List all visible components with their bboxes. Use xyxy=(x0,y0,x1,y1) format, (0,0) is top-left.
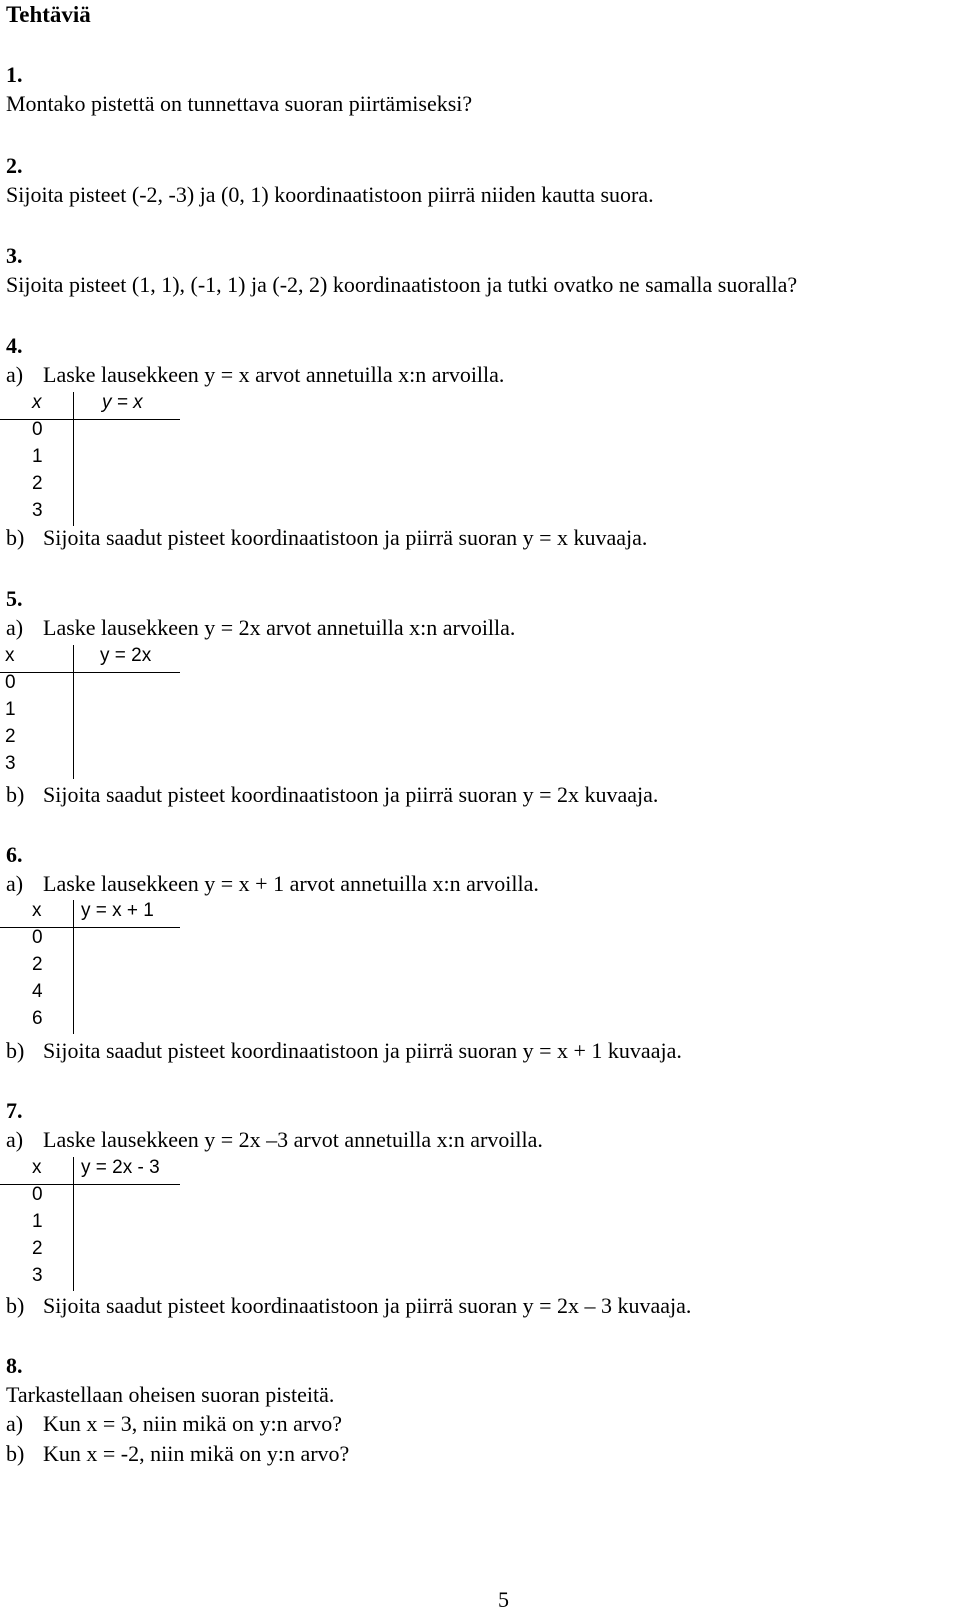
task-5-part-a xyxy=(6,615,515,641)
table-x-value: 2 xyxy=(32,954,43,975)
task-7-b-text: Sijoita saadut pisteet koordinaatistoon ja piirrä suoran y = 2x – 3 kuvaaja. xyxy=(43,1293,692,1318)
task-8-b-label: b) xyxy=(6,1441,25,1466)
task-2-text: Sijoita pisteet (-2, -3) ja (0, 1) koordinaatistoon piirrä niiden kautta suora. xyxy=(6,182,654,207)
task-8-b-text: Kun x = -2, niin mikä on y:n arvo? xyxy=(43,1441,350,1466)
table-x-value: 3 xyxy=(32,500,43,521)
task-7-part-b xyxy=(6,1293,691,1319)
task-5-b-text: Sijoita saadut pisteet koordinaatistoon ja piirrä suoran y = 2x kuvaaja. xyxy=(43,782,659,807)
table-x-value: 1 xyxy=(32,446,43,467)
task-6-b-text: Sijoita saadut pisteet koordinaatistoon ja piirrä suoran y = x + 1 kuvaaja. xyxy=(43,1038,682,1063)
table-column-rule xyxy=(73,900,74,1034)
task-8-a-text: Kun x = 3, niin mikä on y:n arvo? xyxy=(43,1411,342,1436)
task-6-table xyxy=(0,900,180,1040)
task-8-part-b xyxy=(6,1441,349,1467)
table-header-rule xyxy=(0,672,180,673)
task-3-text: Sijoita pisteet (1, 1), (-1, 1) ja (-2, 2) koordinaatistoon ja tutki ovatko ne samalla suoralla? xyxy=(6,272,798,297)
table-x-value: 0 xyxy=(5,672,16,693)
task-5-b-label: b) xyxy=(6,782,25,807)
page-number: 5 xyxy=(498,1587,509,1612)
table-column-rule xyxy=(73,1157,74,1291)
task-4-part-a xyxy=(6,362,504,388)
task-5-a-label: a) xyxy=(6,615,24,640)
task-2-number: 2. xyxy=(6,153,23,178)
task-6-a-label: a) xyxy=(6,871,24,896)
table-x-value: 2 xyxy=(32,1238,43,1259)
table-x-header: x xyxy=(32,392,42,413)
task-1-text: Montako pistettä on tunnettava suoran piirtämiseksi? xyxy=(6,91,473,116)
table-y-header: y = 2x xyxy=(100,645,152,666)
task-7-a-label: a) xyxy=(6,1127,24,1152)
task-6-a-text: Laske lausekkeen y = x + 1 arvot annetuilla x:n arvoilla. xyxy=(43,871,539,896)
task-7-a-text: Laske lausekkeen y = 2x –3 arvot annetuilla x:n arvoilla. xyxy=(43,1127,543,1152)
task-5-part-b xyxy=(6,782,658,808)
task-7-table xyxy=(0,1157,180,1297)
table-x-value: 1 xyxy=(5,699,16,720)
task-6-part-a xyxy=(6,871,539,897)
table-header-rule xyxy=(0,1184,180,1185)
task-6-part-b xyxy=(6,1038,682,1064)
table-x-header: x xyxy=(5,645,15,666)
table-x-value: 0 xyxy=(32,419,43,440)
task-4-table xyxy=(0,392,180,532)
table-x-value: 6 xyxy=(32,1008,43,1029)
table-x-value: 0 xyxy=(32,1184,43,1205)
table-x-value: 2 xyxy=(5,726,16,747)
task-3-number: 3. xyxy=(6,243,23,268)
table-x-value: 3 xyxy=(32,1265,43,1286)
table-x-value: 4 xyxy=(32,981,43,1002)
table-y-header: y = 2x - 3 xyxy=(81,1157,160,1178)
table-column-rule xyxy=(73,645,74,779)
task-4-number: 4. xyxy=(6,333,23,358)
table-header-rule xyxy=(0,419,180,420)
task-7-part-a xyxy=(6,1127,543,1153)
table-x-header: x xyxy=(32,1157,42,1178)
task-8-number: 8. xyxy=(6,1353,23,1378)
table-x-header: x xyxy=(32,900,42,921)
task-4-b-label: b) xyxy=(6,525,25,550)
task-8-part-a xyxy=(6,1411,342,1437)
table-x-value: 3 xyxy=(5,753,16,774)
task-5-a-text: Laske lausekkeen y = 2x arvot annetuilla x:n arvoilla. xyxy=(43,615,516,640)
page-title: Tehtäviä xyxy=(6,2,91,27)
table-y-header: y = x + 1 xyxy=(81,900,154,921)
table-x-value: 2 xyxy=(32,473,43,494)
task-6-b-label: b) xyxy=(6,1038,25,1063)
task-4-a-text: Laske lausekkeen y = x arvot annetuilla x:n arvoilla. xyxy=(43,362,505,387)
table-header-rule xyxy=(0,927,180,928)
task-4-a-label: a) xyxy=(6,362,24,387)
table-x-value: 1 xyxy=(32,1211,43,1232)
table-y-header: y = x xyxy=(102,392,143,413)
table-x-value: 0 xyxy=(32,927,43,948)
task-8-text: Tarkastellaan oheisen suoran pisteitä. xyxy=(6,1382,335,1407)
task-5-table xyxy=(0,645,180,785)
task-4-b-text: Sijoita saadut pisteet koordinaatistoon ja piirrä suoran y = x kuvaaja. xyxy=(43,525,648,550)
table-column-rule xyxy=(73,392,74,526)
task-5-number: 5. xyxy=(6,586,23,611)
task-8-a-label: a) xyxy=(6,1411,24,1436)
task-6-number: 6. xyxy=(6,842,23,867)
task-7-number: 7. xyxy=(6,1098,23,1123)
task-1-number: 1. xyxy=(6,62,23,87)
task-4-part-b xyxy=(6,525,647,551)
task-7-b-label: b) xyxy=(6,1293,25,1318)
